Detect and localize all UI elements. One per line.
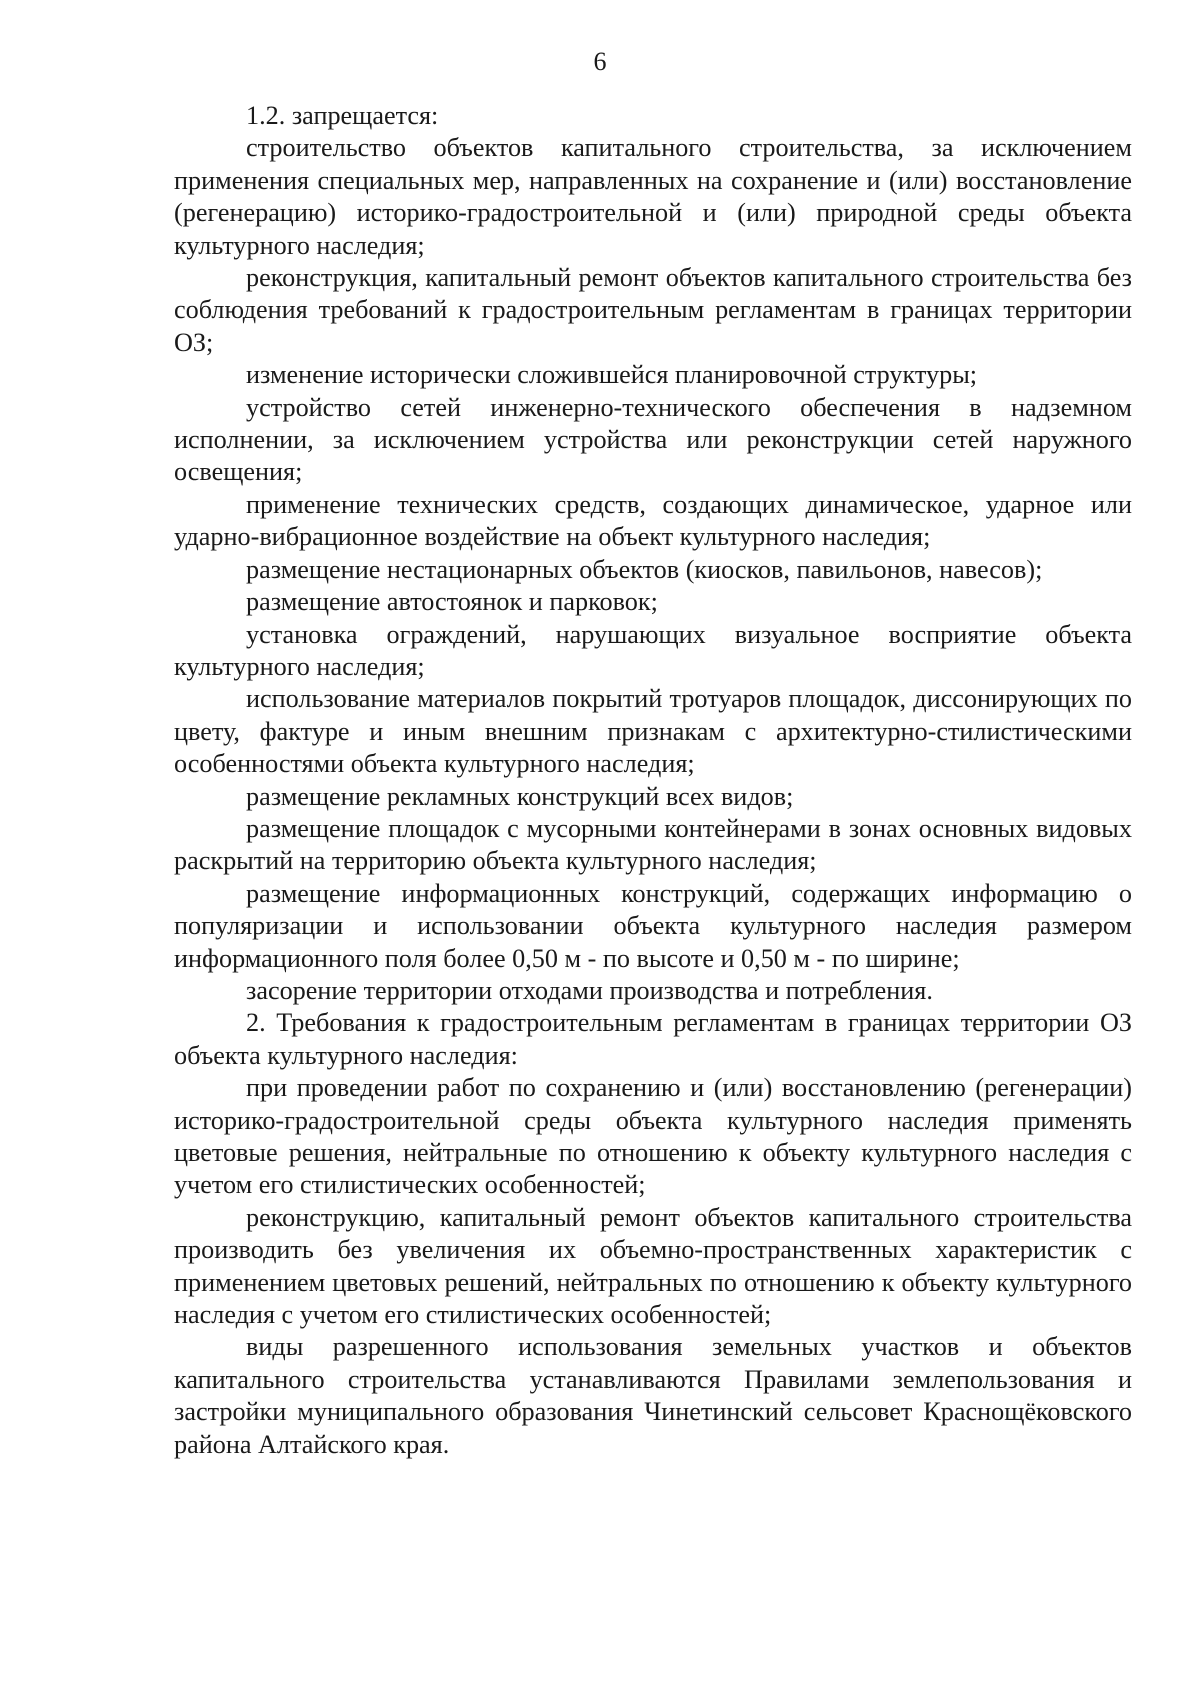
page-number: 6 — [593, 47, 607, 76]
paragraph: размещение рекламных конструкций всех видов; — [246, 781, 794, 811]
paragraph: использование материалов покрытий тротуаров площадок, диссонирующих по цвету, фактуре и иным внешним признакам с архитектурно-стилистическими особенностями объекта культурного наследия; — [174, 684, 1132, 779]
paragraph: засорение территории отходами производства и потребления. — [246, 975, 933, 1005]
paragraph: 2. Требования к градостроительным регламентам в границах территории ОЗ объекта культурного наследия: — [174, 1008, 1132, 1070]
paragraph: 1.2. запрещается: — [246, 101, 439, 130]
paragraph: размещение автостоянок и парковок; — [246, 587, 658, 617]
paragraph: виды разрешенного использования земельных участков и объектов капитального строительства устанавливаются Правилами землепользования и застройки муниципального образования Чинетинский сельсовет Краснощёковского района Алтайского края. — [174, 1332, 1132, 1459]
paragraph: размещение нестационарных объектов (киосков, павильонов, навесов); — [246, 554, 1043, 584]
paragraph: строительство объектов капитального строительства, за исключением применения специальных мер, направленных на сохранение и (или) восстановление (регенерацию) историко-градостроительной и (или) природной среды объекта культурного наследия; — [174, 133, 1132, 260]
paragraph: реконструкцию, капитальный ремонт объектов капитального строительства производить без увеличения их объемно-пространственных характеристик с применением цветовых решений, нейтральных по отношению к объекту культурного наследия с учетом его стилистических особенностей; — [174, 1202, 1132, 1330]
paragraph: установка ограждений, нарушающих визуальное восприятие объекта культурного наследия; — [174, 619, 1132, 681]
paragraph: применение технических средств, создающих динамическое, ударное или ударно-вибрационное воздействие на объект культурного наследия; — [174, 489, 1132, 552]
document-body — [174, 100, 1132, 1461]
paragraph: размещение площадок с мусорными контейнерами в зонах основных видовых раскрытий на территорию объекта культурного наследия; — [174, 813, 1132, 876]
paragraph: размещение информационных конструкций, содержащих информацию о популяризации и использовании объекта культурного наследия размером информационного поля более 0,50 м - по высоте и 0,50 м - по ширине; — [174, 878, 1132, 973]
paragraph: устройство сетей инженерно-технического обеспечения в надземном исполнении, за исключением устройства или реконструкции сетей наружного освещения; — [174, 392, 1132, 487]
paragraph: реконструкция, капитальный ремонт объектов капитального строительства без соблюдения требований к градостроительным регламентам в границах территории ОЗ; — [174, 263, 1132, 357]
paragraph: при проведении работ по сохранению и (или) восстановлению (регенерации) историко-градостроительной среды объекта культурного наследия применять цветовые решения, нейтральные по отношению к объекту культурного наследия с учетом его стилистических особенностей; — [174, 1073, 1132, 1200]
paragraph: изменение исторически сложившейся планировочной структуры; — [246, 360, 978, 390]
